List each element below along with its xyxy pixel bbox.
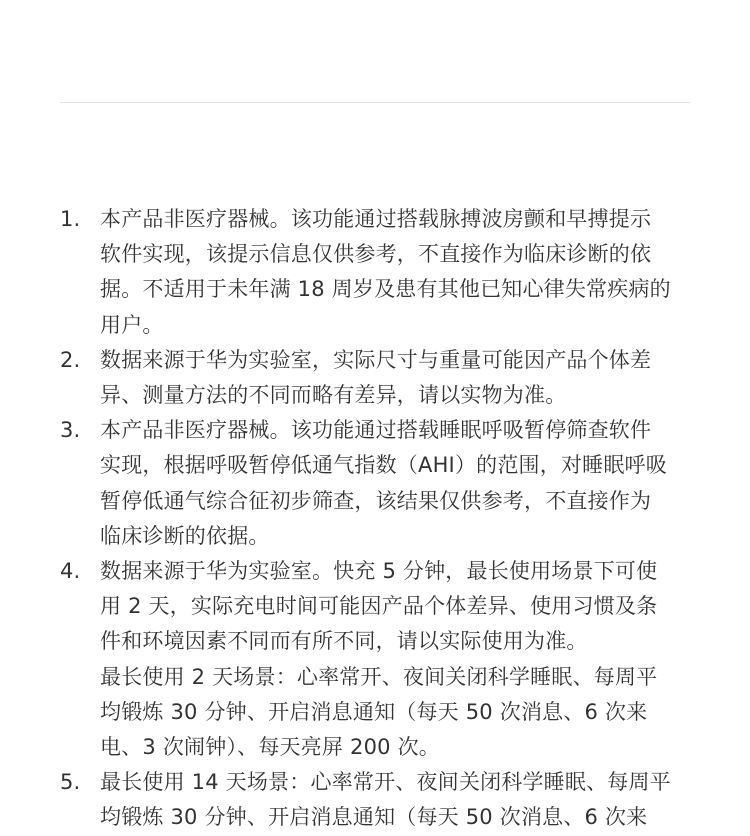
section-divider (60, 102, 690, 103)
note-text-line: 据。不适用于未年满 18 周岁及患有其他已知心律失常疾病的 (100, 277, 671, 302)
note-number: 5. (60, 770, 81, 795)
note-text-line: 本产品非医疗器械。该功能通过搭载脉搏波房颤和早搏提示 (100, 207, 652, 231)
note-text-line: 用 2 天，实际充电时间可能因产品个体差异、使用习惯及条 (100, 594, 658, 619)
note-number: 3. (60, 418, 81, 443)
note-text-line: 均锻炼 30 分钟、开启消息通知（每天 50 次消息、6 次来 (100, 805, 648, 830)
note-item-3 (60, 413, 700, 554)
disclaimer-notes-list (60, 202, 700, 836)
note-text-line: 软件实现，该提示信息仅供参考，不直接作为临床诊断的依 (100, 242, 652, 267)
note-item-4 (60, 554, 700, 765)
note-text-line: 最长使用 14 天场景：心率常开、夜间关闭科学睡眠、每周平 (100, 770, 671, 795)
note-number: 2. (60, 347, 81, 372)
note-text-line: 最长使用 2 天场景：心率常开、夜间关闭科学睡眠、每周平 (100, 664, 658, 689)
note-text-line: 用户。 (100, 312, 164, 337)
note-text-line: 件和环境因素不同而有所不同，请以实际使用为准。 (100, 629, 588, 654)
note-text-line: 数据来源于华为实验室，实际尺寸与重量可能因产品个体差 (100, 347, 652, 372)
note-item-5 (60, 765, 700, 835)
note-item-1 (60, 202, 700, 343)
note-text-line: 数据来源于华为实验室。快充 5 分钟，最长使用场景下可使 (100, 559, 658, 584)
note-text-line: 本产品非医疗器械。该功能通过搭载睡眠呼吸暂停筛查软件 (100, 418, 652, 443)
note-number: 4. (60, 559, 81, 584)
note-text-line: 暂停低通气综合征初步筛查，该结果仅供参考，不直接作为 (100, 488, 652, 513)
note-text-line: 均锻炼 30 分钟、开启消息通知（每天 50 次消息、6 次来 (100, 699, 648, 724)
note-item-2 (60, 343, 700, 413)
note-text-line: 临床诊断的依据。 (100, 523, 270, 548)
note-text-line: 电、3 次闹钟）、每天亮屏 200 次。 (100, 735, 440, 760)
note-text-line: 实现，根据呼吸暂停低通气指数（AHI）的范围，对睡眠呼吸 (100, 453, 667, 478)
note-number: 1. (60, 207, 81, 231)
note-text-line: 异、测量方法的不同而略有差异，请以实物为准。 (100, 383, 567, 408)
